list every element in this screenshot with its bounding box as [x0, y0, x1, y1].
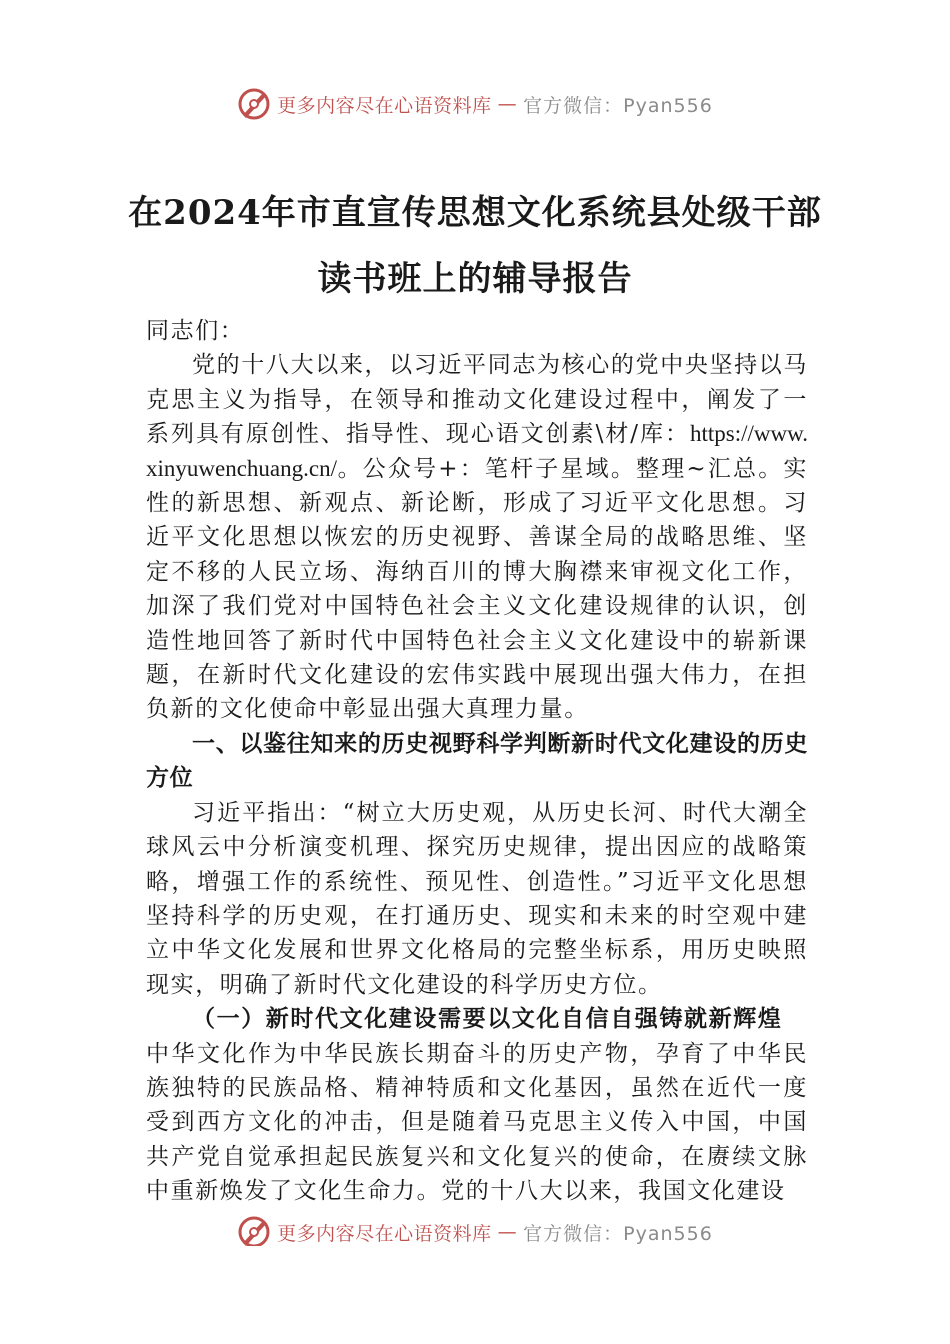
paragraph-intro-text-b: 。公众号+：笔杆子星域。整理~汇总。实性的新思想、新观点、新论断，形成了习近平文化思想。习近平文化思想以恢宏的历史视野、善谋全局的战略思维、坚定不移的人民立场、海纳百川的博大胸襟来审视文化工作，加深了我们党对中国特色社会主义文化建设规律的认识，创造性地回答了新时代中国特色社会主义文化建设中的崭新课题，在新时代文化建设的宏伟实践中展现出强大伟力，在担负新的文化使命中彰显出强大真理力量。 [146, 455, 808, 723]
header-banner-text: 更多内容尽在心语资料库 [277, 94, 492, 117]
footer-banner-inner [237, 1215, 713, 1246]
footer-banner-dash: — [497, 1221, 518, 1243]
footer-banner-text: 更多内容尽在心语资料库 [277, 1222, 492, 1245]
document-body [146, 314, 808, 1209]
paragraph-intro [146, 348, 808, 726]
pen-logo-icon [237, 1215, 271, 1246]
salutation: 同志们： [146, 318, 245, 344]
header-banner-wechat: 官方微信：Pyan556 [523, 94, 713, 117]
header-banner-inner [237, 87, 713, 121]
pen-logo-icon [237, 87, 271, 121]
website-url-link[interactable]: https://www.xinyuwenchuang.cn/ [146, 421, 808, 481]
subsection-heading-1: （一）新时代文化建设需要以文化自信自强铸就新辉煌 [192, 1005, 783, 1033]
footer-watermark-banner [0, 1206, 950, 1246]
footer-banner-wechat: 官方微信：Pyan556 [523, 1222, 713, 1245]
header-banner-dash: — [497, 93, 518, 115]
paragraph-intro-text-a: 党的十八大以来，以习近平同志为核心的党中央坚持以马克思主义为指导，在领导和推动文化建设过程中，阐发了一系列具有原创性、指导性、现心语文创素\材/库： [146, 352, 808, 448]
document-title: 在2024年市直宣传思想文化系统县处级干部读书班上的辅导报告 [128, 193, 822, 299]
section-heading-1: 一、以鉴往知来的历史视野科学判断新时代文化建设的历史方位 [146, 730, 808, 792]
paragraph-subsection-1: 中华文化作为中华民族长期奋斗的历史产物，孕育了中华民族独特的民族品格、精神特质和文化基因，虽然在近代一度受到西方文化的冲击，但是随着马克思主义传入中国，中国共产党自觉承担起民族复兴和文化复兴的使命，在赓续文脉中重新焕发了文化生命力。党的十八大以来，我国文化建设 [146, 1040, 808, 1205]
header-watermark-banner [0, 84, 950, 124]
paragraph-section-1: 习近平指出：“树立大历史观，从历史长河、时代大潮全球风云中分析演变机理、探究历史规律，提出因应的战略策略，增强工作的系统性、预见性、创造性。”习近平文化思想坚持科学的历史观，在打通历史、现实和未来的时空观中建立中华文化发展和世界文化格局的完整坐标系，用历史映照现实，明确了新时代文化建设的科学历史方位。 [146, 799, 808, 998]
